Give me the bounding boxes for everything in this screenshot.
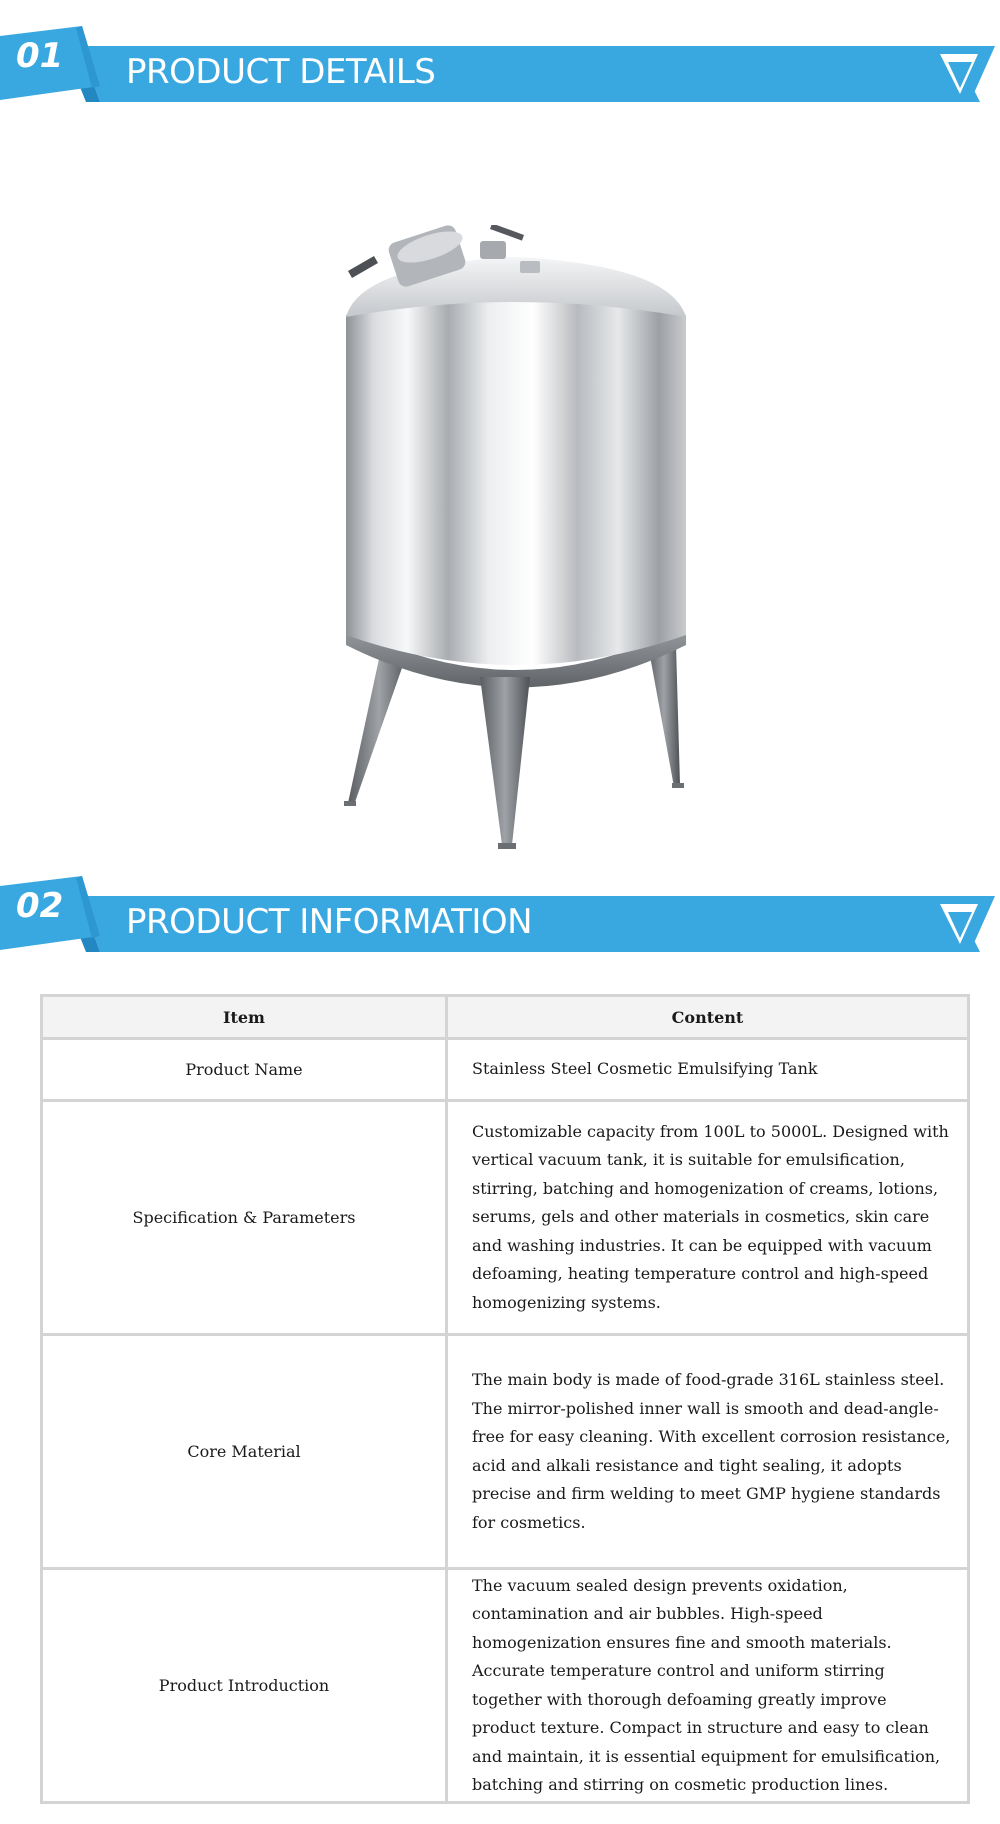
row-item-label: Specification & Parameters: [42, 1101, 447, 1335]
section-banner-product-information: [0, 872, 1000, 952]
section-title: PRODUCT INFORMATION: [126, 902, 533, 942]
header-item: Item: [42, 996, 447, 1039]
table-row: [42, 1569, 969, 1803]
section-title: PRODUCT DETAILS: [126, 52, 436, 92]
row-item-label: Product Name: [42, 1039, 447, 1101]
table-header-row: [42, 996, 969, 1039]
table-row: [42, 1039, 969, 1101]
table-row: [42, 1335, 969, 1569]
header-content: Content: [447, 996, 969, 1039]
section-number: 02: [16, 886, 64, 926]
section-banner-product-details: [0, 22, 1000, 102]
row-item-label: Core Material: [42, 1335, 447, 1569]
row-content: Customizable capacity from 100L to 5000L. Designed with vertical vacuum tank, it is suitable for emulsification, stirring, batching and homogenization of creams, lotions, serums, gels and other materials in cosmetics, skin care and washing industries. It can be equipped with vacuum defoaming, heating temperature control and high-speed homogenizing systems.: [447, 1101, 969, 1335]
row-content: The main body is made of food-grade 316L stainless steel. The mirror-polished inner wall is smooth and dead-angle-free for easy cleaning. With excellent corrosion resistance, acid and alkali resistance and tight sealing, it adopts precise and firm welding to meet GMP hygiene standards for cosmetics.: [447, 1335, 969, 1569]
product-info-table: [40, 994, 970, 1804]
row-content: The vacuum sealed design prevents oxidation, contamination and air bubbles. High-speed homogenization ensures fine and smooth materials. Accurate temperature control and uniform stirring together with thorough defoaming greatly improve product texture. Compact in structure and easy to clean and maintain, it is essential equipment for emulsification, batching and stirring on cosmetic production lines.: [447, 1569, 969, 1803]
row-item-label: Product Introduction: [42, 1569, 447, 1803]
section-number: 01: [16, 36, 64, 76]
table-row: [42, 1101, 969, 1335]
product-image: [330, 225, 700, 855]
row-content: Stainless Steel Cosmetic Emulsifying Tank: [447, 1039, 969, 1101]
